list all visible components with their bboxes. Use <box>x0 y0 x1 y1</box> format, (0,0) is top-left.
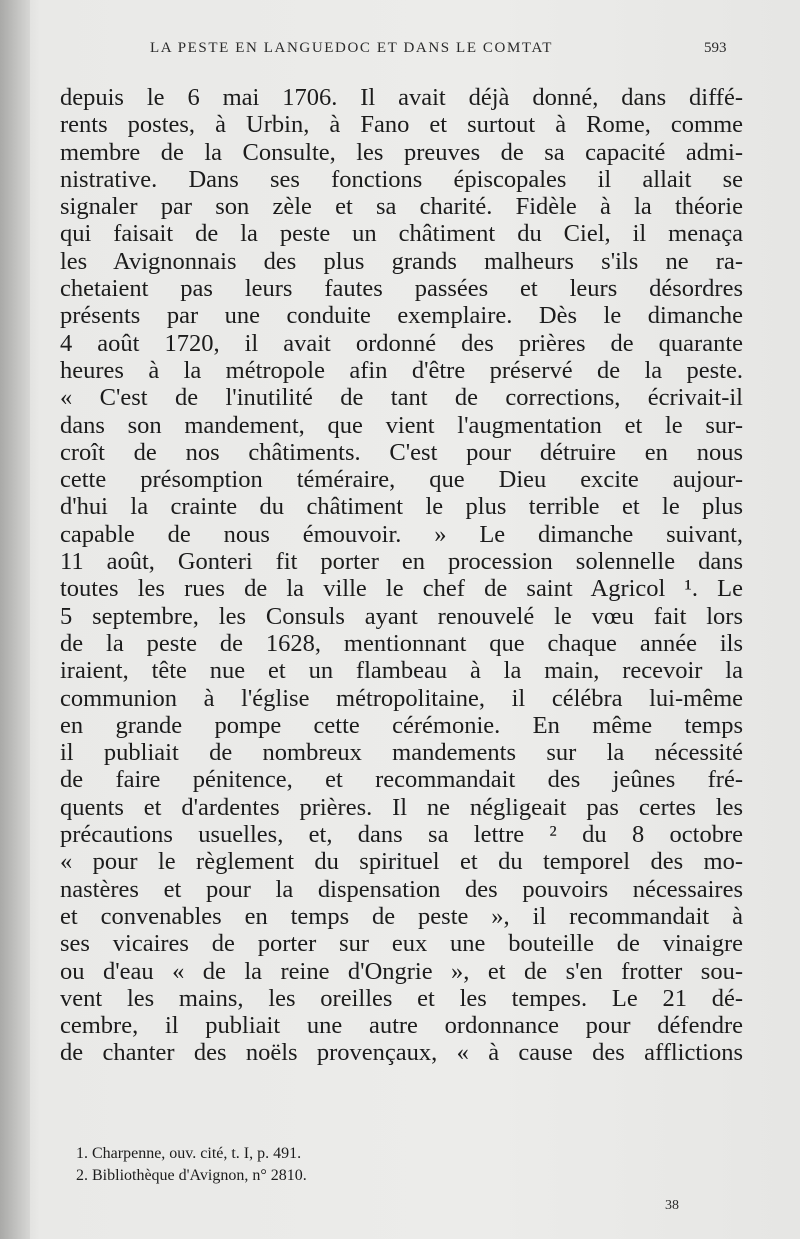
page-number: 593 <box>704 40 727 56</box>
text-line: cette présomption téméraire, que Dieu excite aujour- <box>60 466 743 494</box>
text-line: il publiait de nombreux mandements sur la nécessité <box>60 739 743 767</box>
text-line: depuis le 6 mai 1706. Il avait déjà donné, dans diffé- <box>60 84 743 111</box>
text-line: capable de nous émouvoir. » Le dimanche suivant, <box>60 520 743 548</box>
text-line: ou d'eau « de la reine d'Ongrie », et de s'en frotter sou- <box>60 957 743 985</box>
text-line: communion à l'église métropolitaine, il célébra lui-même <box>60 684 743 712</box>
text-line: dans son mandement, que vient l'augmentation et le sur- <box>60 411 743 439</box>
footnotes <box>76 1143 736 1187</box>
text-line: quents et d'ardentes prières. Il ne négligeait pas certes les <box>60 793 743 821</box>
text-line: « C'est de l'inutilité de tant de corrections, écrivait-il <box>60 384 743 412</box>
footnote-1: 1. Charpenne, ouv. cité, t. I, p. 491. <box>76 1145 302 1162</box>
text-line: et convenables en temps de peste », il recommandait à <box>60 902 743 930</box>
text-line: signaler par son zèle et sa charité. Fidèle à la théorie <box>60 193 743 221</box>
text-line: nistrative. Dans ses fonctions épiscopales il allait se <box>60 165 743 193</box>
signature-mark: 38 <box>665 1198 679 1213</box>
text-line: 11 août, Gonteri fit porter en procession solennelle dans <box>60 548 743 576</box>
running-head <box>0 40 800 60</box>
text-line: de chanter des noëls provençaux, « à cause des afflictions <box>60 1039 743 1067</box>
text-line: de la peste de 1628, mentionnant que chaque année ils <box>60 629 743 657</box>
text-line: 5 septembre, les Consuls ayant renouvelé le vœu fait lors <box>60 602 743 630</box>
text-line: « pour le règlement du spirituel et du temporel des mo- <box>60 848 743 876</box>
body-text <box>60 84 743 1067</box>
footnote-2: 2. Bibliothèque d'Avignon, n° 2810. <box>76 1167 307 1184</box>
text-line: en grande pompe cette cérémonie. En même temps <box>60 711 743 739</box>
text-line: rents postes, à Urbin, à Fano et surtout à Rome, comme <box>60 111 743 139</box>
text-line: toutes les rues de la ville le chef de saint Agricol ¹. Le <box>60 575 743 603</box>
text-line: croît de nos châtiments. C'est pour détruire en nous <box>60 438 743 466</box>
text-line: 4 août 1720, il avait ordonné des prières de quarante <box>60 329 743 357</box>
text-line: d'hui la crainte du châtiment le plus terrible et le plus <box>60 493 743 521</box>
text-line: chetaient pas leurs fautes passées et leurs désordres <box>60 275 743 303</box>
text-line: vent les mains, les oreilles et les tempes. Le 21 dé- <box>60 984 743 1012</box>
text-line: iraient, tête nue et un flambeau à la main, recevoir la <box>60 657 743 685</box>
text-line: ses vicaires de porter sur eux une bouteille de vinaigre <box>60 930 743 958</box>
text-line: cembre, il publiait une autre ordonnance pour défendre <box>60 1012 743 1040</box>
text-line: qui faisait de la peste un châtiment du Ciel, il menaça <box>60 220 743 248</box>
text-line: membre de la Consulte, les preuves de sa capacité admi- <box>60 138 743 166</box>
text-line: les Avignonnais des plus grands malheurs s'ils ne ra- <box>60 247 743 275</box>
text-line: heures à la métropole afin d'être préservé de la peste. <box>60 356 743 384</box>
text-line: présents par une conduite exemplaire. Dès le dimanche <box>60 302 743 330</box>
page-gutter-shadow <box>0 0 30 1239</box>
text-line: précautions usuelles, et, dans sa lettre ² du 8 octobre <box>60 821 743 849</box>
text-line: de faire pénitence, et recommandait des jeûnes fré- <box>60 766 743 794</box>
text-line: nastères et pour la dispensation des pouvoirs nécessaires <box>60 875 743 903</box>
running-title: LA PESTE EN LANGUEDOC ET DANS LE COMTAT <box>150 40 553 56</box>
